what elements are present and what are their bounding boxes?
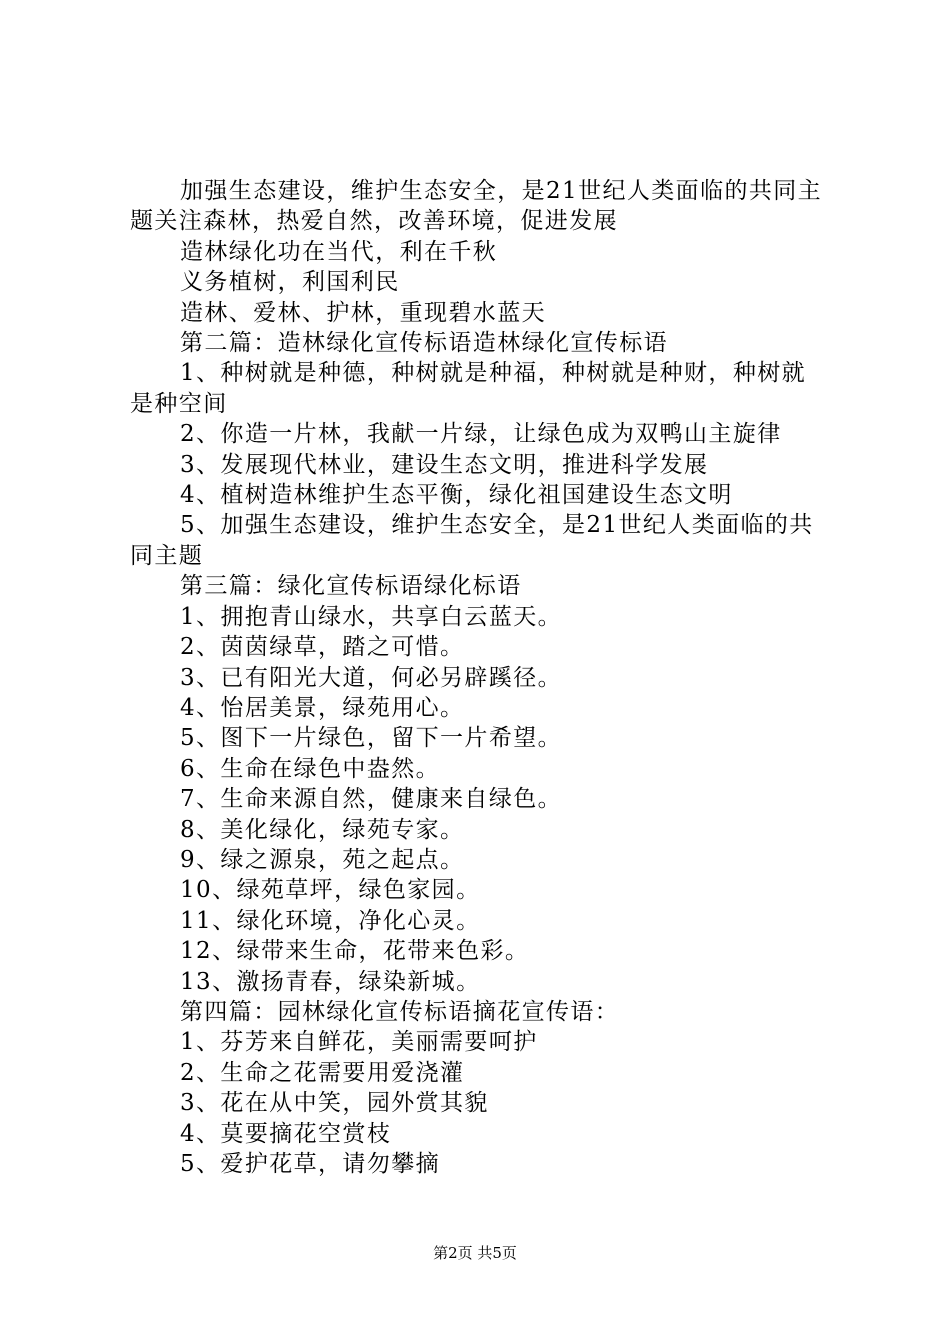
list-item: 2、茵茵绿草，踏之可惜。 xyxy=(180,634,465,661)
list-item: 13、激扬青春，绿染新城。 xyxy=(180,968,481,995)
list-item: 1、种树就是种德，种树就是种福，种树就是种财，种树就是种空间 xyxy=(130,360,807,417)
list-item: 7、生命来源自然，健康来自绿色。 xyxy=(180,786,563,813)
list-item: 5、加强生态建设，维护生态安全，是21世纪人类面临的共同主题 xyxy=(130,512,814,569)
document-body xyxy=(130,176,830,1179)
list-item: 1、芬芳来自鲜花，美丽需要呵护 xyxy=(180,1029,538,1056)
paragraph: 义务植树，利国利民 xyxy=(180,269,400,296)
list-item: 11、绿化环境，净化心灵。 xyxy=(180,907,481,934)
list-item: 4、莫要摘花空赏枝 xyxy=(180,1120,392,1147)
paragraph: 造林、爱林、护林，重现碧水蓝天 xyxy=(180,299,546,326)
list-item: 2、生命之花需要用爱浇灌 xyxy=(180,1059,465,1086)
list-item: 3、花在从中笑，园外赏其貌 xyxy=(180,1090,489,1117)
list-item: 5、爱护花草，请勿攀摘 xyxy=(180,1151,441,1177)
page-number-footer: 第2页 共5页 xyxy=(433,1244,517,1262)
list-item: 2、你造一片林，我献一片绿，让绿色成为双鸭山主旋律 xyxy=(180,421,782,448)
list-item: 6、生命在绿色中盎然。 xyxy=(180,755,441,782)
list-item: 4、植树造林维护生态平衡，绿化祖国建设生态文明 xyxy=(180,482,733,509)
section-heading: 第四篇：园林绿化宣传标语摘花宣传语： xyxy=(180,998,620,1025)
list-item: 8、美化绿化，绿苑专家。 xyxy=(180,816,465,843)
list-item: 3、已有阳光大道，何必另辟蹊径。 xyxy=(180,664,563,691)
paragraph: 加强生态建设，维护生态安全，是21世纪人类面临的共同主题关注森林，热爱自然，改善环境，促进发展 xyxy=(130,178,823,235)
section-heading: 第二篇：造林绿化宣传标语造林绿化宣传标语 xyxy=(180,330,668,357)
paragraph: 造林绿化功在当代，利在千秋 xyxy=(180,238,498,265)
list-item: 1、拥抱青山绿水，共享白云蓝天。 xyxy=(180,603,563,630)
list-item: 4、怡居美景，绿苑用心。 xyxy=(180,694,465,721)
list-item: 5、图下一片绿色，留下一片希望。 xyxy=(180,725,563,752)
list-item: 12、绿带来生命，花带来色彩。 xyxy=(180,938,530,965)
list-item: 3、发展现代林业，建设生态文明，推进科学发展 xyxy=(180,451,709,478)
list-item: 9、绿之源泉，苑之起点。 xyxy=(180,846,465,873)
list-item: 10、绿苑草坪，绿色家园。 xyxy=(180,877,481,904)
section-heading: 第三篇：绿化宣传标语绿化标语 xyxy=(180,573,522,600)
